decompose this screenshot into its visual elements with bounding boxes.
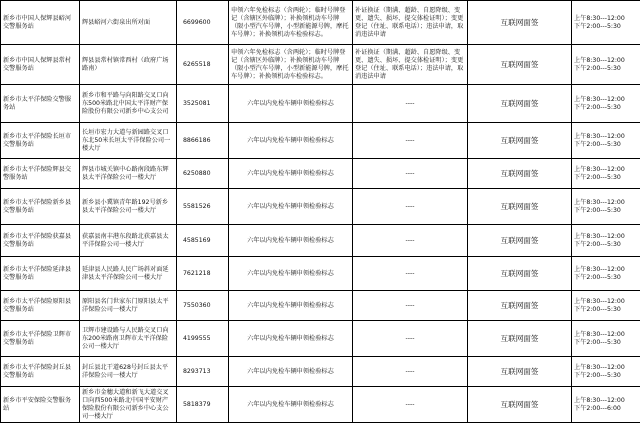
vehicle-service-cell: 六年以内免检车辆申领检验标志	[229, 225, 353, 257]
station-address-cell: 辉县峪河六街泉出所对面	[80, 1, 177, 45]
vehicle-service-cell: 六年以内免检车辆申领检验标志	[229, 257, 353, 291]
table-row	[1, 387, 640, 423]
license-service-cell: ----	[353, 85, 468, 123]
afternoon-hours: 下午2:00---5:30	[574, 65, 638, 73]
station-phone-cell: 6699600	[177, 1, 229, 45]
license-service-cell: ----	[353, 257, 468, 291]
morning-hours: 上午8:30---12:00	[574, 199, 638, 207]
service-method-cell: 互联网面签	[468, 225, 572, 257]
service-method-cell: 互联网面签	[468, 291, 572, 321]
table-row	[1, 45, 640, 85]
station-name-cell: 新乡市太平洋保险原阳县交警服务站	[1, 291, 80, 321]
license-service-cell: ----	[353, 321, 468, 357]
station-phone-cell: 4585169	[177, 225, 229, 257]
station-name-cell: 新乡市太平洋保险新乡县交警服务站	[1, 189, 80, 225]
station-phone-cell: 7550360	[177, 291, 229, 321]
office-hours-cell	[572, 189, 640, 225]
license-service-cell: ----	[353, 225, 468, 257]
morning-hours: 上午8:30---12:00	[574, 15, 638, 23]
license-service-cell: ----	[353, 123, 468, 159]
license-service-cell: ----	[353, 291, 468, 321]
vehicle-service-cell: 六年以内免检车辆申领检验标志	[229, 291, 353, 321]
station-address-cell: 延津县人民路人民广场斜对面延津县太平洋保险公司一楼大厅	[80, 257, 177, 291]
service-method-cell: 互联网面签	[468, 357, 572, 387]
station-name-cell: 新乡市太平洋保险辉县交警服务站	[1, 159, 80, 189]
license-service-cell: ----	[353, 159, 468, 189]
table-row	[1, 123, 640, 159]
station-name-cell: 新乡市太平洋保险卫辉市交警服务站	[1, 321, 80, 357]
afternoon-hours: 下午2:00---5:30	[574, 174, 638, 182]
afternoon-hours: 下午2:00---5:30	[574, 207, 638, 215]
office-hours-cell	[572, 387, 640, 423]
morning-hours: 上午8:30---12:00	[574, 298, 638, 306]
service-method-cell: 互联网面签	[468, 85, 572, 123]
office-hours-cell	[572, 225, 640, 257]
vehicle-service-cell: 六年以内免检车辆申领检验标志	[229, 357, 353, 387]
station-address-cell: 卫辉市建设路与人民路交叉口向东200米路南卫辉市太平洋保险公司一楼大厅	[80, 321, 177, 357]
office-hours-cell	[572, 321, 640, 357]
station-name-cell: 新乡市中国人保辉县峪河交警服务站	[1, 1, 80, 45]
service-method-cell: 互联网面签	[468, 45, 572, 85]
table-row	[1, 257, 640, 291]
service-method-cell: 互联网面签	[468, 387, 572, 423]
afternoon-hours: 下午2:00---5:30	[574, 104, 638, 112]
station-name-cell: 新乡市中国人保辉县常村交警服务站	[1, 45, 80, 85]
office-hours-cell	[572, 85, 640, 123]
morning-hours: 上午8:30---12:00	[574, 397, 638, 405]
morning-hours: 上午8:30---12:00	[574, 166, 638, 174]
license-service-cell: ----	[353, 189, 468, 225]
station-phone-cell: 3525081	[177, 85, 229, 123]
station-address-cell: 获嘉县南丰港东段路北获嘉县太平洋保险公司一楼大厅	[80, 225, 177, 257]
license-service-cell: 补证换证（期满、超龄、自愿降级、变更、遗失、损坏、提交体检证明）；变更登记（住址、联系电话）；违法申请，取消违法申请	[353, 45, 468, 85]
vehicle-service-cell: 六年以内免检车辆申领检验标志	[229, 321, 353, 357]
station-address-cell: 辉县市城关镇中心路南段路东辉县太平洋保险公司一楼大厅	[80, 159, 177, 189]
afternoon-hours: 下午2:00---5:30	[574, 241, 638, 249]
station-phone-cell: 8293713	[177, 357, 229, 387]
station-address-cell: 原阳县名门世家东门原阳县太平洋保险公司一楼大厅	[80, 291, 177, 321]
table-row	[1, 1, 640, 45]
table-body	[1, 1, 640, 423]
office-hours-cell	[572, 123, 640, 159]
afternoon-hours: 下午2:00---5:30	[574, 23, 638, 31]
afternoon-hours: 下午2:00---5:30	[574, 339, 638, 347]
morning-hours: 上午8:30---12:00	[574, 331, 638, 339]
morning-hours: 上午8:30---12:00	[574, 364, 638, 372]
office-hours-cell	[572, 45, 640, 85]
station-phone-cell: 4199555	[177, 321, 229, 357]
afternoon-hours: 下午2:00---5:30	[574, 141, 638, 149]
office-hours-cell	[572, 291, 640, 321]
morning-hours: 上午8:30---12:00	[574, 96, 638, 104]
vehicle-service-cell: 六年以内免检车辆申领检验标志	[229, 189, 353, 225]
office-hours-cell	[572, 357, 640, 387]
table-row	[1, 357, 640, 387]
afternoon-hours: 下午2:00---6:00	[574, 405, 638, 413]
station-phone-cell: 6265518	[177, 45, 229, 85]
service-method-cell: 互联网面签	[468, 189, 572, 225]
table-row	[1, 85, 640, 123]
service-method-cell: 互联网面签	[468, 159, 572, 189]
station-address-cell: 新乡市金穗大道和新飞大道交叉口向西500米路北中国平安财产保险股份有限公司新乡中心支公司一楼大厅	[80, 387, 177, 423]
table-row	[1, 159, 640, 189]
license-service-cell: ----	[353, 357, 468, 387]
station-phone-cell: 7621218	[177, 257, 229, 291]
service-method-cell: 互联网面签	[468, 123, 572, 159]
table-row	[1, 225, 640, 257]
license-service-cell: 补证换证（期满、超龄、自愿降级、变更、遗失、损坏、提交体检证明）；变更登记（住址、联系电话）；违法申请，取消违法申请	[353, 1, 468, 45]
station-phone-cell: 5581526	[177, 189, 229, 225]
license-service-cell: ----	[353, 387, 468, 423]
vehicle-service-cell: 六年以内免检车辆申领检验标志	[229, 123, 353, 159]
office-hours-cell	[572, 257, 640, 291]
afternoon-hours: 下午2:00---5:30	[574, 274, 638, 282]
vehicle-service-cell: 六年以内免检车辆申领检验标志	[229, 85, 353, 123]
station-address-cell: 新乡市和平路与向阳路交叉口向东500米路北中国太平洋财产保险股份有限公司新乡中心支公司	[80, 85, 177, 123]
station-phone-cell: 6250880	[177, 159, 229, 189]
morning-hours: 上午8:30---12:00	[574, 266, 638, 274]
office-hours-cell	[572, 159, 640, 189]
table-row	[1, 321, 640, 357]
vehicle-service-cell: 申领六年免检标志（含两轮）；临时号牌登记（含辖区外临牌）；补换领机动车号牌（限小型汽车号牌，小型新能源号牌，摩托车号牌）；补换领机动车检验标志。	[229, 1, 353, 45]
afternoon-hours: 下午2:00---5:30	[574, 306, 638, 314]
station-name-cell: 新乡市太平洋保险封丘县交警服务站	[1, 357, 80, 387]
station-phone-cell: 8866186	[177, 123, 229, 159]
station-name-cell: 新乡市太平洋保险交警服务站	[1, 85, 80, 123]
morning-hours: 上午8:30---12:00	[574, 133, 638, 141]
station-address-cell: 长垣市宏力大道与新园路交叉口东北50米长垣太平洋保险公司一楼大厅	[80, 123, 177, 159]
service-method-cell: 互联网面签	[468, 321, 572, 357]
service-method-cell: 互联网面签	[468, 1, 572, 45]
office-hours-cell	[572, 1, 640, 45]
vehicle-service-cell: 六年以内免检车辆申领检验标志	[229, 159, 353, 189]
table-row	[1, 189, 640, 225]
station-name-cell: 新乡市太平洋保险长垣市交警服务站	[1, 123, 80, 159]
afternoon-hours: 下午2:00---5:30	[574, 372, 638, 380]
station-address-cell: 封丘县北干道628号封丘县太平洋保险公司一楼大厅	[80, 357, 177, 387]
station-name-cell: 新乡市平安保险交警服务站	[1, 387, 80, 423]
station-phone-cell: 5818379	[177, 387, 229, 423]
table-row	[1, 291, 640, 321]
station-address-cell: 新乡县小冀镇青年路192号新乡县太平洋保险公司一楼大厅	[80, 189, 177, 225]
vehicle-service-cell: 申领六年免检标志（含两轮）；临时号牌登记（含辖区外临牌）；补换领机动车号牌（限小型汽车号牌，小型新能源号牌，摩托车号牌）；补换领机动车检验标志。	[229, 45, 353, 85]
station-name-cell: 新乡市太平洋保险延津县交警服务站	[1, 257, 80, 291]
station-address-cell: 辉县县常村镇常西村（政府广场路南）	[80, 45, 177, 85]
vehicle-service-cell: 六年以内免检车辆申领检验标志	[229, 387, 353, 423]
station-name-cell: 新乡市太平洋保险获嘉县交警服务站	[1, 225, 80, 257]
service-method-cell: 互联网面签	[468, 257, 572, 291]
morning-hours: 上午8:30---12:00	[574, 57, 638, 65]
morning-hours: 上午8:30---12:00	[574, 233, 638, 241]
